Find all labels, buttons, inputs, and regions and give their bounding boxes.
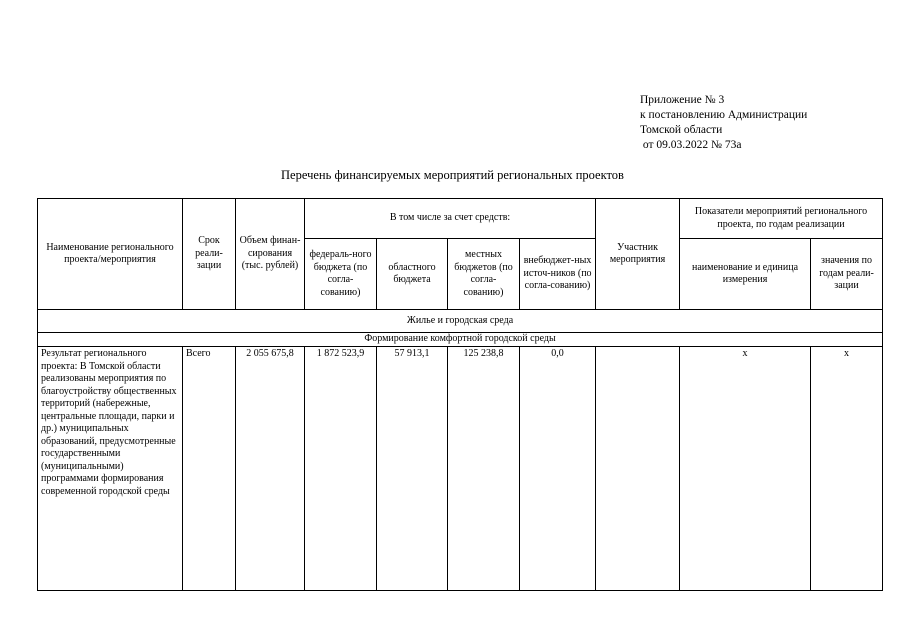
subsection-row xyxy=(38,333,883,347)
header-ind-name: наименование и единица измерения xyxy=(680,239,811,310)
header-including: В том числе за счет средств: xyxy=(305,199,596,239)
cell-participant xyxy=(596,347,680,591)
approval-line: от 09.03.2022 № 73а xyxy=(640,139,742,151)
approval-line: Томской области xyxy=(640,124,723,136)
cell-term: Всего xyxy=(183,347,236,591)
cell-ind-name: x xyxy=(680,347,811,591)
header-regional: областного бюджета xyxy=(377,239,448,310)
header-row xyxy=(38,199,883,239)
header-name: Наименование регионального проекта/мероприятия xyxy=(38,199,183,310)
projects-table xyxy=(37,198,883,591)
header-ind-values: значения по годам реали-зации xyxy=(811,239,883,310)
approval-line: Приложение № 3 xyxy=(640,94,725,106)
table-row xyxy=(38,347,883,591)
approval-block xyxy=(640,93,807,153)
header-volume: Объем финан-сирования (тыс. рублей) xyxy=(236,199,305,310)
cell-extra: 0,0 xyxy=(520,347,596,591)
approval-line: к постановлению Администрации xyxy=(640,109,808,121)
cell-volume: 2 055 675,8 xyxy=(236,347,305,591)
section-title: Жилье и городская среда xyxy=(38,310,883,333)
header-extra: внебюджет-ных источ-ников (по согла-сованию) xyxy=(520,239,596,310)
cell-regional: 57 913,1 xyxy=(377,347,448,591)
document-title: Перечень финансируемых мероприятий региональных проектов xyxy=(281,168,624,182)
section-row xyxy=(38,310,883,333)
subsection-title: Формирование комфортной городской среды xyxy=(38,333,883,347)
cell-federal: 1 872 523,9 xyxy=(305,347,377,591)
header-term: Срок реали-зации xyxy=(183,199,236,310)
header-indicators: Показатели мероприятий регионального проекта, по годам реализации xyxy=(680,199,883,239)
cell-local: 125 238,8 xyxy=(448,347,520,591)
header-participant: Участник мероприятия xyxy=(596,199,680,310)
cell-ind-values: x xyxy=(811,347,883,591)
header-local: местных бюджетов (по согла-сованию) xyxy=(448,239,520,310)
header-federal: федераль-ного бюджета (по согла-сованию) xyxy=(305,239,377,310)
cell-name: Результат регионального проекта: В Томской области реализованы мероприятия по благоустройству общественных территорий (набережные, центральные площади, парки и др.) муниципальных образований, предусмотренные государственными (муниципальными) программами формирования современной городской среды xyxy=(38,347,183,591)
